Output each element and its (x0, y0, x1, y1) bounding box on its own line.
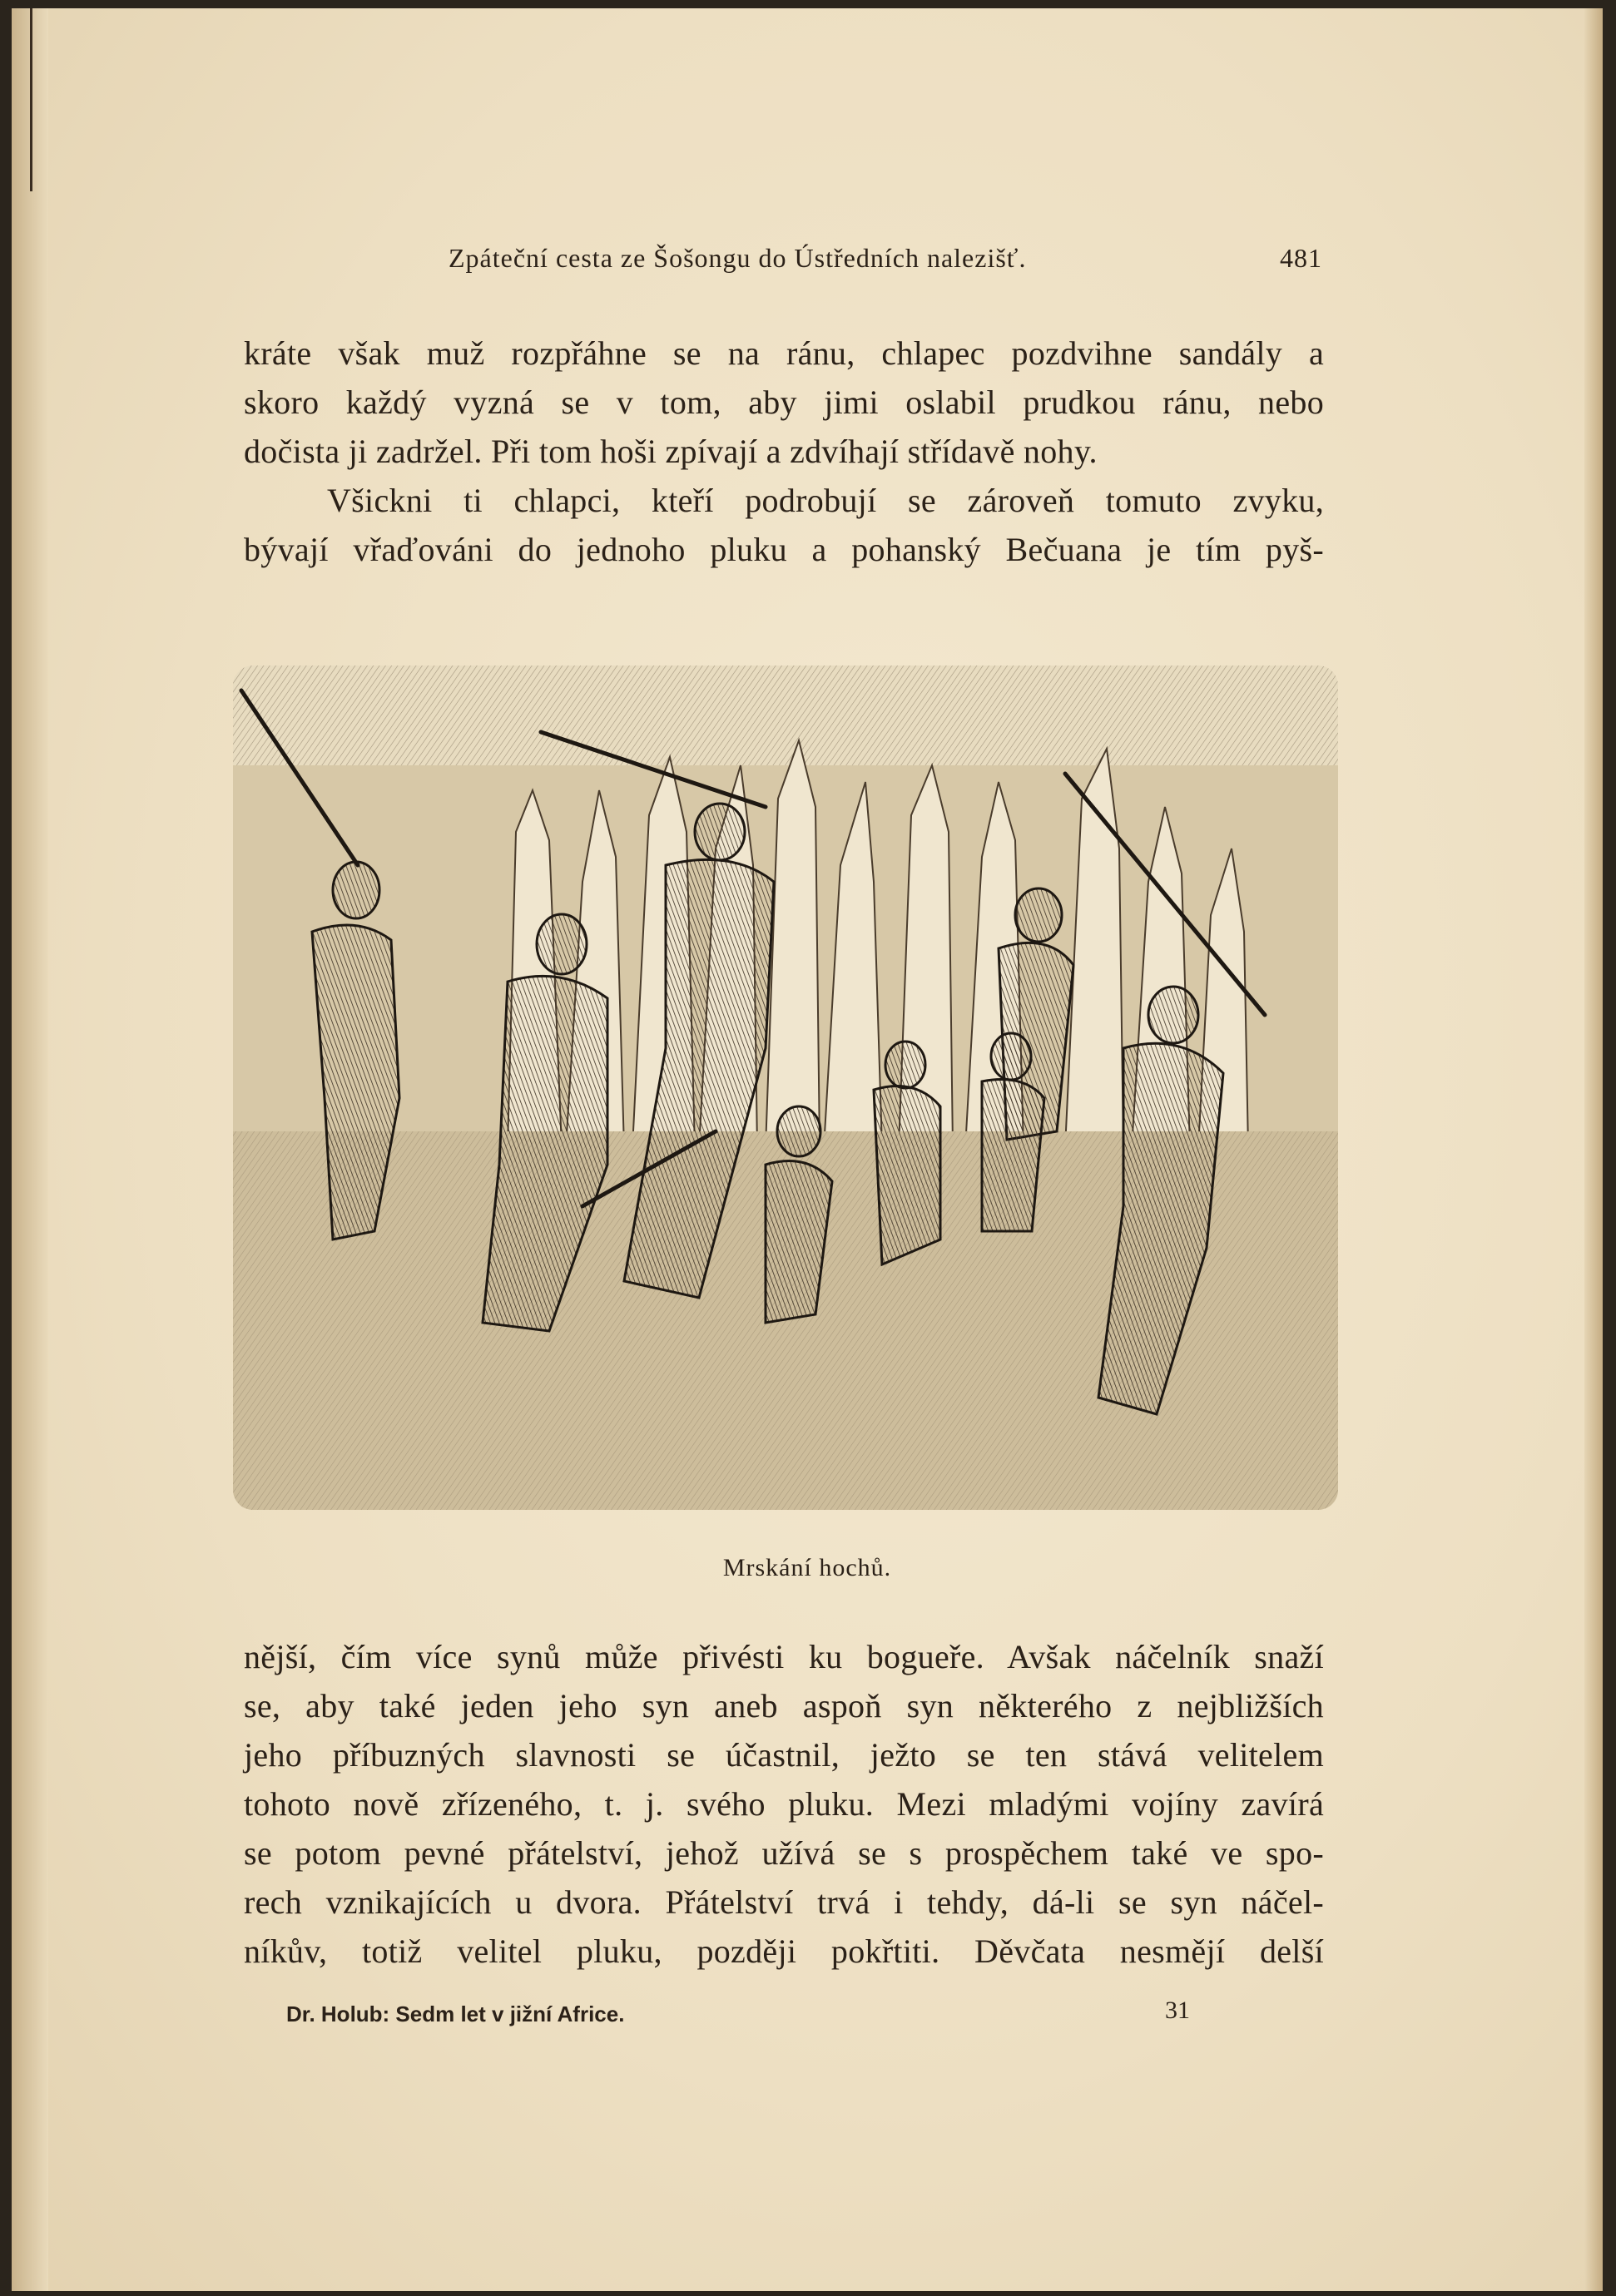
text-line: se potom pevné přátelství, jehož užívá se s prospěchem také ve spo- (244, 1834, 1324, 1872)
signature-text: Dr. Holub: Sedm let v jižní Africe. (286, 2002, 625, 2026)
text-line: níkův, totiž velitel pluku, později pokřtiti. Děvčata nesmějí delší (244, 1932, 1324, 1970)
signature-mark: 31 (1165, 1997, 1190, 2024)
text-line: dočista ji zadržel. Při tom hoši zpívají a zdvíhají střídavě nohy. (244, 433, 1098, 470)
page-edge (1584, 8, 1603, 2291)
text-line: kráte však muž rozpřáhne se na ránu, chlapec pozdvihne sandály a (244, 334, 1324, 372)
text-line: skoro každý vyzná se v tom, aby jimi oslabil prudkou ránu, nebo (244, 383, 1324, 421)
page-binding (12, 8, 48, 2291)
text-line: jeho příbuzných slavnosti se účastnil, ježto se ten stává velitelem (244, 1736, 1324, 1774)
text-line: bývají vřaďováni do jednoho pluku a pohanský Bečuana je tím pyš- (244, 531, 1324, 568)
binding-line (30, 8, 32, 191)
illustration-caption: Mrskání hochů. (722, 1554, 892, 1581)
paragraph-bottom (244, 1632, 1324, 1976)
text-line: tohoto nově zřízeného, t. j. svého pluku. Mezi mladými vojíny zavírá (244, 1785, 1324, 1823)
text-line: se, aby také jeden jeho syn aneb aspoň syn některého z nejbližších (244, 1687, 1324, 1724)
engraving-image (233, 666, 1338, 1510)
running-title: Zpáteční cesta ze Šošongu do Ústředních nalezišť. (449, 243, 1027, 273)
text-line: Všickni ti chlapci, kteří podrobují se zároveň tomuto zvyku, (327, 482, 1324, 519)
page-number: 481 (1280, 243, 1322, 273)
text-line: rech vznikajících u dvora. Přátelství trvá i tehdy, dá-li se syn náčel- (244, 1883, 1324, 1921)
text-line: nější, čím více synů může přivésti ku bogueře. Avšak náčelník snaží (244, 1638, 1324, 1675)
running-header (449, 243, 1322, 281)
page-footer (286, 1997, 1202, 2030)
paragraph-top (244, 329, 1324, 574)
engraving-illustration (233, 666, 1338, 1510)
book-page (12, 8, 1603, 2291)
